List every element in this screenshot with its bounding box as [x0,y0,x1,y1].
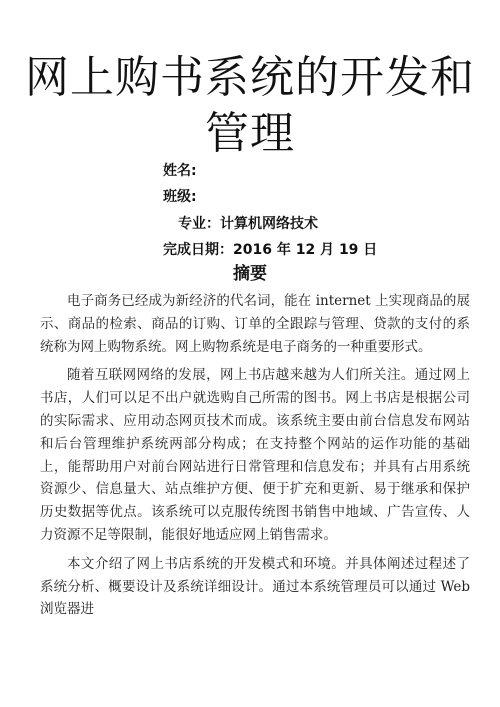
major-line: 专业：计算机网络技术 [178,216,318,232]
abstract-paragraph: 电子商务已经成为新经济的代名词，能在 internet 上实现商品的展示、商品的检索、商品的订购、订单的全跟踪与管理、贷款的支付的系统称为网上购物系统。网上购物系统是电子商务的一种重要形式。 [40,293,470,355]
abstract-paragraph: 本文介绍了网上书店系统的开发模式和环境。并具体阐述过程述了系统分析、概要设计及系统详细设计。通过本系统管理员可以通过 Web 浏览器进 [40,555,470,618]
abstract-heading: 摘要 [233,264,267,284]
class-label: 班级: [163,189,197,205]
completion-date: 完成日期：2016 年 12 月 19 日 [163,242,378,258]
abstract-body [40,290,470,627]
name-label: 姓名: [163,163,197,179]
document-title-line-2: 管理 [205,108,295,159]
document-title-line-1: 网上购书系统的开发和 [25,52,475,103]
abstract-paragraph: 随着互联网网络的发展，网上书店越来越为人们所关注。通过网上书店，人们可以足不出户就选购自己所需的图书。网上书店是根据公司的实际需求、应用动态网页技术而成。该系统主要由前台信息发布网站和后台管理维护系统两部分构成；在支持整个网站的运作功能的基础上，能帮助用户对前台网站进行日常管理和信息发布；并具有占用系统资源少、信息量大、站点维护方便、便于扩充和更新、易于继承和保护历史数据等优点。该系统可以克服传统图书销售中地域、广告宣传、人力资源不足等限制，能很好地适应网上销售需求。 [40,367,470,543]
